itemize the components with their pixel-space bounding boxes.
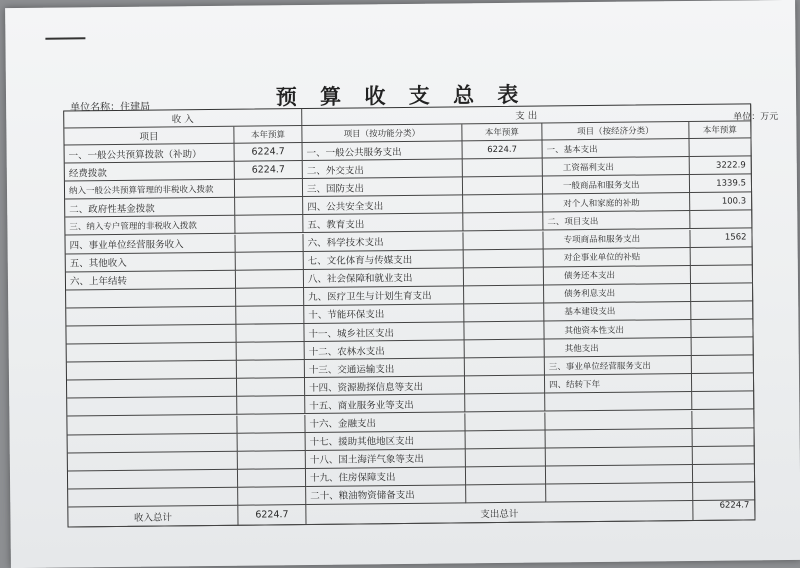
income-value: [238, 487, 306, 506]
expense-econ-value: [691, 283, 753, 302]
expense-econ-value: [693, 446, 755, 465]
income-value: [236, 324, 304, 343]
expense-func-value: [465, 412, 545, 431]
income-item: 经费拨款: [65, 162, 235, 182]
income-value: 6224.7: [235, 143, 303, 162]
expense-econ-value: [690, 211, 752, 230]
expense-econ-item: 对个人和家庭的补助: [543, 193, 690, 213]
expense-econ-value: 100.3: [690, 193, 752, 212]
expense-econ-item: [546, 447, 693, 467]
income-item: [67, 379, 237, 399]
income-item: [68, 433, 238, 453]
expense-func-value: [466, 484, 546, 503]
expense-econ-value: [691, 247, 753, 266]
expense-func-value: [464, 322, 544, 341]
income-value: [236, 288, 304, 307]
expense-econ-item: 四、结转下年: [545, 374, 692, 394]
expense-func-item: 十四、资源勘探信息等支出: [305, 377, 465, 397]
expense-func-value: [466, 466, 546, 485]
income-value: [237, 415, 305, 434]
expense-func-item: 十八、国土海洋气象等支出: [306, 449, 466, 469]
page-title: 预 算 收 支 总 表: [275, 81, 527, 110]
expense-econ-item: 一、基本支出: [543, 139, 690, 159]
income-value: [237, 342, 305, 361]
income-total-value: 6224.7: [238, 505, 306, 526]
income-item: [66, 325, 236, 345]
expense-econ-value: 1339.5: [690, 175, 752, 194]
income-item: 四、事业单位经营服务收入: [65, 234, 235, 254]
expense-func-value: [466, 430, 546, 449]
expense-func-value: [463, 177, 543, 196]
expense-econ-item: 其他资本性支出: [544, 320, 691, 340]
expense-func-item: 七、文化体育与传媒支出: [304, 250, 464, 270]
expense-func-item: 九、医疗卫生与计划生育支出: [304, 286, 464, 306]
income-item: 三、纳入专户管理的非税收入拨款: [65, 216, 235, 236]
unit-name-label: 单位名称：住建局: [70, 101, 151, 114]
income-item: [66, 289, 236, 309]
income-value: [236, 306, 304, 325]
expense-budget-header: 本年预算: [462, 124, 542, 142]
income-item: [67, 397, 237, 417]
expense-func-value: [466, 448, 546, 467]
expense-func-item: 六、科学技术支出: [303, 232, 463, 252]
expense-func-value: [465, 358, 545, 377]
income-item: 五、其他收入: [66, 252, 236, 272]
expense-func-item: 十六、金融支出: [305, 413, 465, 433]
expense-func-item: 十、节能环保支出: [304, 304, 464, 324]
expense-econ-value: 3222.9: [690, 156, 752, 175]
income-value: [236, 252, 304, 271]
expense-econ-item: 其他支出: [545, 338, 692, 358]
expense-econ-value: [693, 464, 755, 483]
currency-unit-label: 单位：万元: [733, 112, 779, 123]
expense-econ-item: 对企事业单位的补贴: [544, 248, 691, 268]
income-section-header: 收 入: [64, 109, 302, 128]
income-value: [238, 451, 306, 470]
income-item: [67, 415, 237, 435]
expense-func-item: 十九、住房保障支出: [306, 467, 466, 487]
income-value: [238, 469, 306, 488]
expense-econ-value: [693, 482, 755, 501]
income-item: 纳入一般公共预算管理的非税收入拨款: [65, 180, 235, 200]
expense-econ-value: 1562: [690, 229, 752, 248]
expense-func-value: [463, 195, 543, 214]
expense-func-value: [463, 231, 543, 250]
expense-econ-item: [546, 483, 693, 503]
expense-func-item: 三、国防支出: [303, 178, 463, 198]
expense-total-label: 支出总计: [306, 501, 693, 525]
expense-func-item: 八、社会保障和就业支出: [304, 268, 464, 288]
expense-econ-value: [691, 301, 753, 320]
income-total-label: 收入总计: [68, 506, 238, 528]
income-value: [237, 378, 305, 397]
expense-func-value: [465, 340, 545, 359]
income-item: 六、上年结转: [66, 270, 236, 290]
expense-section-header: 支 出: [302, 104, 751, 126]
expense-func-item: 五、教育支出: [303, 214, 463, 234]
income-value: [235, 197, 303, 216]
expense-func-item: 十二、农林水支出: [305, 340, 465, 360]
expense-budget2-header: 本年预算: [689, 121, 751, 139]
expense-econ-item: 工资福利支出: [543, 157, 690, 177]
expense-econ-item: 专项商品和服务支出: [543, 229, 690, 249]
expense-econ-item: [545, 410, 692, 430]
expense-econ-value: [692, 410, 754, 429]
expense-econ-value: [692, 356, 754, 375]
expense-func-item: 十三、交通运输支出: [305, 359, 465, 379]
income-item: [68, 488, 238, 508]
expense-func-value: 6224.7: [463, 141, 543, 160]
income-value: [237, 360, 305, 379]
income-item: [67, 343, 237, 363]
income-value: [235, 215, 303, 234]
expense-total-value: 6224.7: [693, 500, 755, 521]
expense-econ-header: 项目（按经济分类）: [542, 122, 689, 141]
expense-econ-item: [546, 429, 693, 449]
expense-econ-item: 三、事业单位经营服务支出: [545, 356, 692, 376]
expense-econ-item: 基本建设支出: [544, 302, 691, 322]
income-item: [67, 361, 237, 381]
expense-func-item: 十七、援助其他地区支出: [306, 431, 466, 451]
income-value: 6224.7: [235, 161, 303, 180]
expense-econ-value: [692, 392, 754, 411]
expense-econ-value: [692, 337, 754, 356]
income-item: [68, 451, 238, 471]
expense-func-value: [464, 285, 544, 304]
income-item: [68, 470, 238, 490]
document-sheet: [5, 0, 800, 568]
expense-func-value: [464, 267, 544, 286]
expense-func-value: [464, 303, 544, 322]
expense-econ-item: 债务还本支出: [544, 266, 691, 286]
income-budget-header: 本年预算: [234, 126, 302, 144]
expense-func-value: [465, 376, 545, 395]
expense-func-item: 十五、商业服务业等支出: [305, 395, 465, 415]
expense-func-value: [465, 394, 545, 413]
income-item: [66, 307, 236, 327]
expense-econ-value: [691, 319, 753, 338]
expense-econ-item: 二、项目支出: [543, 211, 690, 231]
expense-func-item: 一、一般公共服务支出: [303, 141, 463, 161]
income-item: 一、一般公共预算拨款（补助）: [65, 144, 235, 164]
income-value: [237, 396, 305, 415]
pen-mark: [45, 37, 85, 39]
expense-func-item: 二、外交支出: [303, 159, 463, 179]
income-value: [238, 433, 306, 452]
expense-func-item: 四、公共安全支出: [303, 196, 463, 216]
expense-econ-value: [692, 374, 754, 393]
expense-econ-value: [693, 428, 755, 447]
income-item-header: 项目: [64, 127, 234, 146]
expense-econ-value: [691, 265, 753, 284]
income-value: [235, 234, 303, 253]
expense-func-value: [463, 159, 543, 178]
expense-func-value: [464, 249, 544, 268]
income-item: 二、政府性基金拨款: [65, 198, 235, 218]
expense-func-item: 二十、粮油物资储备支出: [306, 485, 466, 505]
expense-econ-item: 一般商品和服务支出: [543, 175, 690, 195]
expense-econ-item: 债务利息支出: [544, 284, 691, 304]
expense-func-value: [463, 213, 543, 232]
expense-econ-item: [546, 465, 693, 485]
expense-econ-item: [545, 392, 692, 412]
expense-func-header: 项目（按功能分类）: [302, 124, 462, 143]
income-value: [236, 270, 304, 289]
expense-func-item: 十一、城乡社区支出: [304, 322, 464, 342]
expense-econ-value: [689, 138, 751, 157]
income-value: [235, 179, 303, 198]
